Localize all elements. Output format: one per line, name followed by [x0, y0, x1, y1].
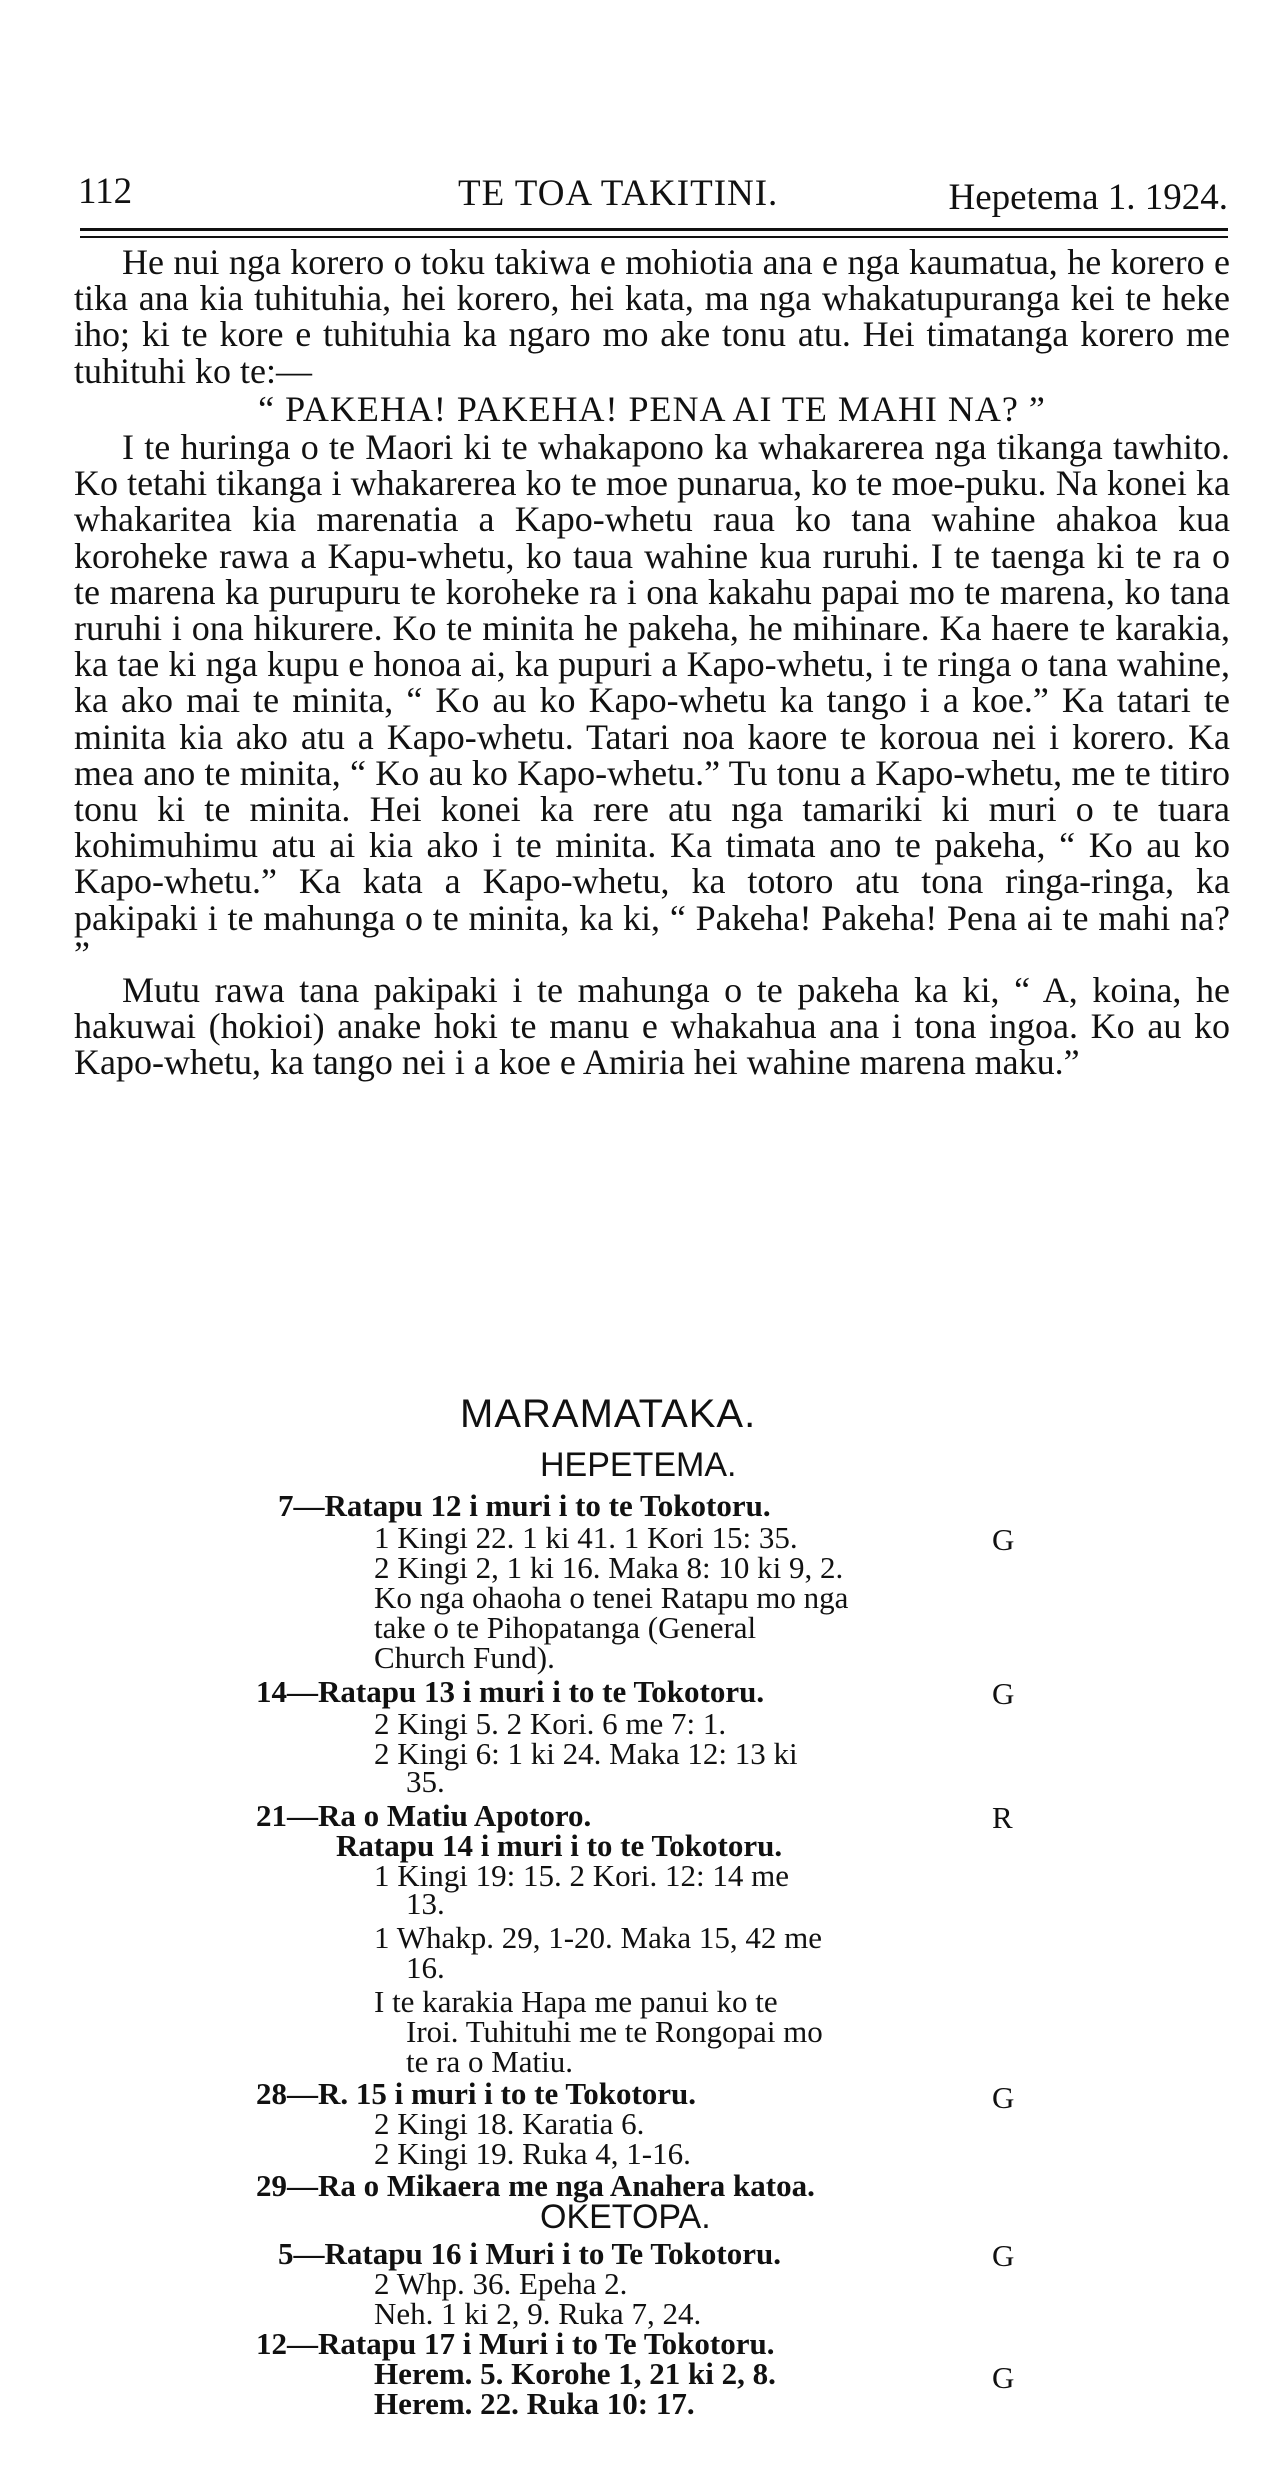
calendar-title: MARAMATAKA.: [460, 1392, 757, 1436]
calendar-entry: 12—Ratapu 17 i Muri i to Te Tokotoru.: [256, 2326, 775, 2361]
paragraph-ending: Mutu rawa tana pakipaki i te mahunga o te pakeha ka ki, “ A, koina, he hakuwai (hokioi) anake hoki te manu e whakahua ana i tona ingoa. Ko au ko Kapo-whetu, ka tango nei i a koe e Amiria hei wahine marena maku.”: [74, 970, 1230, 1083]
liturgical-colour: G: [992, 2238, 1015, 2273]
page-header: [78, 170, 1228, 230]
calendar-entry: 29—Ra o Mikaera me nga Anahera katoa.: [256, 2168, 815, 2203]
calendar-note: te ra o Matiu.: [406, 2044, 574, 2079]
calendar-note: take o te Pihopatanga (General: [374, 1610, 757, 1645]
article-body: [74, 244, 1230, 1081]
calendar-reading: 35.: [406, 1764, 445, 1799]
story-heading: “ PAKEHA! PAKEHA! PENA AI TE MAHI NA? ”: [258, 388, 1046, 429]
calendar-reading: 13.: [406, 1886, 445, 1921]
liturgical-colour: G: [992, 2080, 1015, 2115]
calendar-note: Church Fund).: [374, 1640, 555, 1675]
calendar-month-october: OKETOPA.: [540, 2198, 711, 2236]
calendar-entry: Ratapu 14 i muri i to te Tokotoru.: [336, 1828, 783, 1863]
calendar-entry: 5—Ratapu 16 i Muri i to Te Tokotoru.: [278, 2236, 781, 2271]
liturgical-colour: R: [992, 1800, 1013, 1835]
calendar-reading: 2 Kingi 18. Karatia 6.: [374, 2106, 645, 2141]
calendar-reading: 1 Whakp. 29, 1-20. Maka 15, 42 me: [374, 1920, 822, 1955]
liturgical-colour: G: [992, 1676, 1015, 1711]
calendar-reading: 1 Kingi 19: 15. 2 Kori. 12: 14 me: [374, 1858, 790, 1893]
header-rule: [80, 228, 1228, 231]
paragraph-story: I te huringa o te Maori ki te whakapono ka whakarerea nga tikanga tawhito. Ko tetahi tikanga i whakarerea ko te moe punarua, ko te moe-puku. Na konei ka whakaritea kia marenatia a Kapo-whetu raua ko tana wahine ahakoa kua koroheke rawa a Kapu-whetu, ko taua wahine kua ruruhi. I te taenga ki te ra o te marena ka purupuru te koroheke ra i ona kakahu papai mo te marena, ko tana ruruhi i ona hikurere. Ko te minita he pakeha, he mihinare. Ka haere te karakia, ka tae ki nga kupu e honoa ai, ka pupuri a Kapo-whetu, i te ringa o tana wahine, ka ako mai te minita, “ Ko au ko Kapo-whetu ka tango i a koe.” Ka tatari te minita kia ako atu a Kapo-whetu. Tatari noa kaore te koroua nei i korero. Ka mea ano te minita, “ Ko au ko Kapo-whetu.” Tu tonu a Kapo-whetu, me te titiro tonu ki te minita. Hei konei ka rere atu nga tamariki ki muri o te tuara kohimuhimu atu ai kia ako i te minita. Ka timata ano te pakeha, “ Ko au ko Kapo-whetu.” Ka kata a Kapo-whetu, ka totoro atu tona ringa-ringa, ka pakipaki i te mahunga o te minita, ka ki, “ Pakeha! Pakeha! Pena ai te mahi na? ”: [74, 427, 1230, 974]
calendar-note: Iroi. Tuhituhi me te Rongopai mo: [406, 2014, 823, 2049]
calendar-entry: 21—Ra o Matiu Apotoro.: [256, 1798, 592, 1833]
calendar-note: Ko nga ohaoha o tenei Ratapu mo nga: [374, 1580, 849, 1615]
calendar-entry: 14—Ratapu 13 i muri i to te Tokotoru.: [256, 1674, 765, 1709]
calendar-reading: 2 Whp. 36. Epeha 2.: [374, 2266, 628, 2301]
header-rule-double: [80, 236, 1228, 238]
calendar-reading: Herem. 22. Ruka 10: 17.: [374, 2386, 695, 2421]
calendar-reading: Neh. 1 ki 2, 9. Ruka 7, 24.: [374, 2296, 702, 2331]
calendar-reading: 2 Kingi 6: 1 ki 24. Maka 12: 13 ki: [374, 1736, 798, 1771]
calendar-month-september: HEPETEMA.: [540, 1446, 737, 1484]
calendar-reading: 16.: [406, 1950, 445, 1985]
calendar-reading: 2 Kingi 5. 2 Kori. 6 me 7: 1.: [374, 1706, 727, 1741]
publication-title: TE TOA TAKITINI.: [458, 173, 779, 214]
page-number: 112: [78, 171, 133, 212]
paragraph-intro: He nui nga korero o toku takiwa e mohiotia ana e nga kaumatua, he korero e tika ana kia tuhituhia, hei korero, hei kata, ma nga whakatupuranga kei te heke iho; ki te kore e tuhituhia ka ngaro mo ake tonu atu. Hei timatanga korero me tuhituhi ko te:—: [74, 242, 1230, 391]
liturgical-colour: G: [992, 2360, 1015, 2395]
calendar-note: I te karakia Hapa me panui ko te: [374, 1984, 778, 2019]
calendar-entry: 7—Ratapu 12 i muri i to te Tokotoru.: [278, 1488, 771, 1523]
liturgical-colour: G: [992, 1522, 1015, 1557]
calendar-reading: 2 Kingi 19. Ruka 4, 1-16.: [374, 2136, 691, 2171]
calendar-reading: 1 Kingi 22. 1 ki 41. 1 Kori 15: 35.: [374, 1520, 798, 1555]
calendar-reading: Herem. 5. Korohe 1, 21 ki 2, 8.: [374, 2356, 776, 2391]
issue-date: Hepetema 1. 1924.: [948, 177, 1228, 218]
calendar-entry: 28—R. 15 i muri i to te Tokotoru.: [256, 2076, 697, 2111]
calendar-reading: 2 Kingi 2, 1 ki 16. Maka 8: 10 ki 9, 2.: [374, 1550, 844, 1585]
